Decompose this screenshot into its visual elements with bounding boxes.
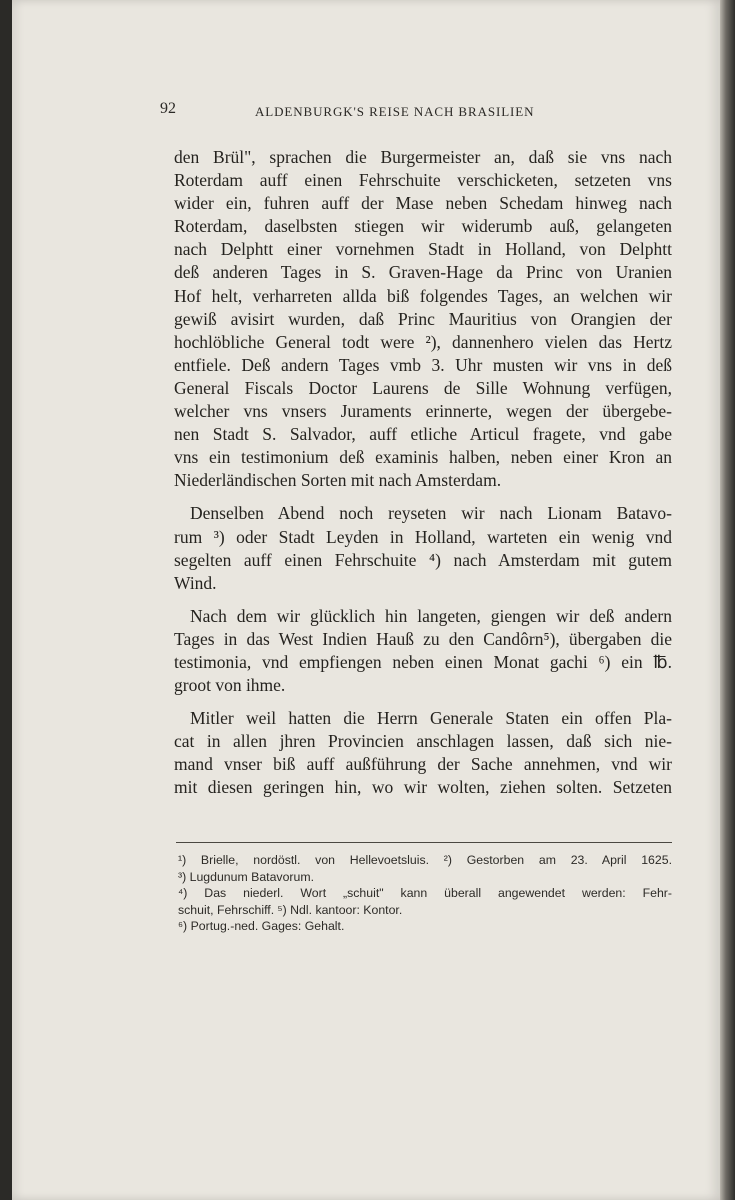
text-line: hochlöbliche General todt were ²), dannenhero vielen das Hertz — [174, 331, 672, 352]
text-line: testimonia, vnd empfiengen neben einen Monat gachi ⁶) ein ℔. — [174, 651, 672, 672]
text-line: Denselben Abend noch reyseten wir nach Lionam Batavo- — [190, 503, 672, 524]
text-line: mit diesen geringen hin, wo wir wolten, ziehen solten. Setzeten — [174, 777, 672, 798]
text-line: vns ein testimonium deß examinis halben, neben einer Kron an — [174, 447, 672, 468]
text-line: den Brül", sprachen die Burgermeister an, daß sie vns nach — [174, 147, 672, 167]
text-line: cat in allen jhren Provincien anschlagen lassen, daß sich nie- — [174, 731, 672, 752]
text-line: rum ³) oder Stadt Leyden in Holland, warteten ein wenig vnd — [174, 526, 672, 547]
footnote-rule — [176, 842, 672, 843]
paragraph-1 — [174, 146, 672, 492]
text-line: segelten auff einen Fehrschuite ⁴) nach Amsterdam mit gutem — [174, 549, 672, 570]
footnote-line: ⁶) Portug.-ned. Gages: Gehalt. — [178, 919, 345, 934]
footnote-line: ¹) Brielle, nordöstl. von Hellevoetsluis. ²) Gestorben am 23. April 1625. — [178, 853, 672, 867]
paragraph-3 — [174, 605, 672, 697]
text-line: Nach dem wir glücklich hin langeten, giengen wir deß andern — [190, 605, 672, 626]
footnote-line: schuit, Fehrschiff. ⁵) Ndl. kantoor: Kontor. — [178, 902, 403, 917]
text-line: Roterdam, daselbsten stiegen wir widerumb auß, gelangeten — [174, 216, 672, 237]
text-line: Niederländischen Sorten mit nach Amsterdam. — [174, 470, 502, 491]
text-line: Mitler weil hatten die Herrn Generale Staten ein offen Pla- — [190, 708, 672, 729]
page-number: 92 — [160, 100, 176, 117]
footnotes — [178, 852, 672, 935]
text-line: wider ein, fuhren auff der Mase neben Schedam hinweg nach — [174, 193, 672, 214]
running-title: ALDENBURGK'S REISE NACH BRASILIEN — [255, 104, 535, 119]
body-text — [174, 146, 672, 810]
text-line: welcher vns vnsers Juraments erinnerte, wegen der übergebe- — [174, 401, 672, 422]
text-line: nen Stadt S. Salvador, auff etliche Articul fragete, vnd gabe — [174, 424, 672, 445]
footnote-line: ³) Lugdunum Batavorum. — [178, 869, 315, 884]
paragraph-2 — [174, 502, 672, 594]
text-line: gewiß avisirt wurden, daß Princ Mauritius von Orangien der — [174, 308, 672, 329]
footnote-line: ⁴) Das niederl. Wort „schuit" kann überall angewendet werden: Fehr- — [178, 886, 672, 901]
text-line: deß anderen Tages in S. Graven-Hage da Princ von Uranien — [174, 262, 672, 283]
text-line: Roterdam auff einen Fehrschuite verschicketen, setzeten vns — [174, 170, 672, 191]
text-line: Wind. — [174, 572, 217, 593]
text-line: General Fiscals Doctor Laurens de Sille Wohnung verfügen, — [174, 377, 672, 398]
page-edge-shadow — [720, 0, 735, 1200]
text-line: Tages in das West Indien Hauß zu den Candôrn⁵), übergaben die — [174, 628, 672, 649]
text-line: nach Delphtt einer vornehmen Stadt in Holland, von Delphtt — [174, 239, 672, 260]
text-line: entfiele. Deß andern Tages vmb 3. Uhr musten wir vns in deß — [174, 354, 672, 375]
paragraph-4 — [174, 707, 672, 799]
text-line: groot von ihme. — [174, 675, 286, 696]
text-line: mand vnser biß auff außführung der Sache annehmen, vnd wir — [174, 754, 672, 775]
text-line: Hof helt, verharreten allda biß folgendes Tages, an welchen wir — [174, 285, 672, 306]
